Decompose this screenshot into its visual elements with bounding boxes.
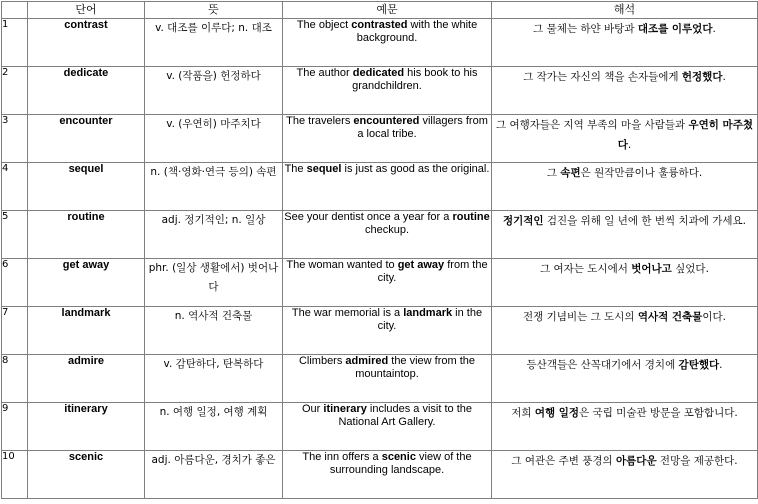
row-number: 5 bbox=[2, 211, 28, 259]
highlighted-translation: 여행 일정 bbox=[534, 407, 580, 419]
highlighted-word: contrasted bbox=[351, 19, 408, 31]
vocab-word: get away bbox=[28, 259, 145, 307]
translation-text: 그 작가는 자신의 책을 손자들에게 bbox=[523, 71, 682, 83]
word-meaning: n. (책·영화·연극 등의) 속편 bbox=[145, 163, 283, 211]
vocab-word: admire bbox=[28, 355, 145, 403]
sentence-text: The bbox=[284, 163, 307, 175]
vocab-word: contrast bbox=[28, 19, 145, 67]
vocab-word: scenic bbox=[28, 451, 145, 499]
translation bbox=[492, 67, 758, 115]
word-meaning: n. 역사적 건축물 bbox=[145, 307, 283, 355]
row-number: 4 bbox=[2, 163, 28, 211]
example-sentence bbox=[283, 307, 492, 355]
highlighted-word: encountered bbox=[353, 115, 420, 127]
translation-text: 그 bbox=[546, 167, 561, 179]
example-sentence bbox=[283, 403, 492, 451]
row-number: 7 bbox=[2, 307, 28, 355]
highlighted-translation: 정기적인 bbox=[502, 215, 544, 227]
highlighted-translation: 아름다운 bbox=[616, 455, 657, 467]
translation bbox=[492, 403, 758, 451]
header-translation: 해석 bbox=[492, 2, 758, 19]
translation-text: 그 여관은 주변 풍경의 bbox=[511, 455, 617, 467]
highlighted-translation: 속편 bbox=[560, 167, 581, 179]
sentence-text: in the city. bbox=[377, 307, 483, 332]
sentence-text: The woman wanted to bbox=[286, 259, 398, 271]
word-meaning: adj. 아름다운, 경치가 좋은 bbox=[145, 451, 283, 499]
table-row bbox=[2, 67, 758, 115]
vocab-word: encounter bbox=[28, 115, 145, 163]
sentence-text: includes a visit to the National Art Gallery. bbox=[338, 403, 472, 428]
table-row bbox=[2, 355, 758, 403]
row-number: 3 bbox=[2, 115, 28, 163]
table-row bbox=[2, 403, 758, 451]
translation-text: . bbox=[719, 359, 723, 371]
highlighted-translation: 헌정했다 bbox=[681, 71, 723, 83]
highlighted-word: get away bbox=[397, 259, 445, 271]
translation-text: 그 여자는 도시에서 bbox=[540, 263, 632, 275]
highlighted-word: routine bbox=[452, 211, 490, 223]
table-row bbox=[2, 259, 758, 307]
header-example: 예문 bbox=[283, 2, 492, 19]
translation bbox=[492, 259, 758, 307]
translation bbox=[492, 19, 758, 67]
translation bbox=[492, 115, 758, 163]
highlighted-translation: 우연히 마주쳤다 bbox=[617, 119, 753, 151]
highlighted-word: landmark bbox=[403, 307, 453, 319]
translation-text: 은 원작만큼이나 훌륭하다. bbox=[580, 167, 703, 179]
word-meaning: adj. 정기적인; n. 일상 bbox=[145, 211, 283, 259]
word-meaning: n. 여행 일정, 여행 계획 bbox=[145, 403, 283, 451]
sentence-text: The object bbox=[296, 19, 352, 31]
row-number: 1 bbox=[2, 19, 28, 67]
translation-text: 그 물체는 하얀 바탕과 bbox=[533, 23, 638, 35]
header-word: 단어 bbox=[28, 2, 145, 19]
sentence-text: The travelers bbox=[286, 115, 354, 127]
sentence-text: The author bbox=[296, 67, 353, 79]
translation bbox=[492, 355, 758, 403]
word-meaning: v. 대조를 이루다; n. 대조 bbox=[145, 19, 283, 67]
example-sentence bbox=[283, 67, 492, 115]
translation bbox=[492, 307, 758, 355]
highlighted-word: dedicated bbox=[352, 67, 405, 79]
example-sentence bbox=[283, 19, 492, 67]
sentence-text: checkup. bbox=[364, 224, 410, 236]
example-sentence bbox=[283, 211, 492, 259]
sentence-text: his book to his grandchildren. bbox=[352, 67, 478, 92]
translation bbox=[492, 451, 758, 499]
header-row bbox=[2, 2, 758, 19]
translation-text: 검진을 위해 일 년에 한 번씩 치과에 가세요. bbox=[543, 215, 747, 227]
highlighted-translation: 역사적 건축물 bbox=[637, 311, 703, 323]
word-meaning: phr. (일상 생활에서) 벗어나다 bbox=[145, 259, 283, 307]
vocab-word: routine bbox=[28, 211, 145, 259]
sentence-text: the view from the mountaintop. bbox=[355, 355, 476, 380]
translation-text: . bbox=[627, 139, 632, 151]
table-row bbox=[2, 211, 758, 259]
table-row bbox=[2, 307, 758, 355]
sentence-text: The inn offers a bbox=[302, 451, 382, 463]
sentence-text: Our bbox=[302, 403, 324, 415]
header-number bbox=[2, 2, 28, 19]
highlighted-word: scenic bbox=[381, 451, 416, 463]
table-row bbox=[2, 115, 758, 163]
translation-text: 이다. bbox=[702, 311, 726, 323]
translation-text: 전쟁 기념비는 그 도시의 bbox=[523, 311, 638, 323]
sentence-text: with the white background. bbox=[356, 19, 478, 44]
word-meaning: v. 감탄하다, 탄복하다 bbox=[145, 355, 283, 403]
highlighted-word: admired bbox=[345, 355, 389, 367]
vocab-word: dedicate bbox=[28, 67, 145, 115]
translation-text: 은 국립 미술관 방문을 포함합니다. bbox=[579, 407, 738, 419]
sentence-text: from the city. bbox=[377, 259, 488, 284]
row-number: 10 bbox=[2, 451, 28, 499]
row-number: 6 bbox=[2, 259, 28, 307]
highlighted-translation: 대조를 이루었다 bbox=[637, 23, 713, 35]
sentence-text: See your dentist once a year for a bbox=[284, 211, 453, 223]
vocabulary-table bbox=[1, 1, 758, 499]
translation-text: . bbox=[722, 71, 726, 83]
table-row bbox=[2, 19, 758, 67]
example-sentence bbox=[283, 163, 492, 211]
translation-text: 등산객들은 산꼭대기에서 경치에 bbox=[526, 359, 679, 371]
translation bbox=[492, 211, 758, 259]
example-sentence bbox=[283, 451, 492, 499]
header-meaning: 뜻 bbox=[145, 2, 283, 19]
sentence-text: view of the surrounding landscape. bbox=[329, 451, 472, 476]
translation bbox=[492, 163, 758, 211]
highlighted-translation: 감탄했다 bbox=[678, 359, 720, 371]
vocab-word: sequel bbox=[28, 163, 145, 211]
highlighted-translation: 벗어나고 bbox=[631, 263, 672, 275]
sentence-text: Climbers bbox=[298, 355, 346, 367]
example-sentence bbox=[283, 259, 492, 307]
highlighted-word: sequel bbox=[306, 163, 342, 175]
translation-text: 싶었다. bbox=[671, 263, 709, 275]
translation-text: 저희 bbox=[511, 407, 535, 419]
sentence-text: is just as good as the original. bbox=[341, 163, 490, 175]
example-sentence bbox=[283, 115, 492, 163]
row-number: 9 bbox=[2, 403, 28, 451]
sentence-text: villagers from a local tribe. bbox=[357, 115, 488, 140]
highlighted-word: itinerary bbox=[323, 403, 367, 415]
table-row bbox=[2, 451, 758, 499]
example-sentence bbox=[283, 355, 492, 403]
translation-text: 전망을 제공한다. bbox=[656, 455, 738, 467]
table-row bbox=[2, 163, 758, 211]
word-meaning: v. (우연히) 마주치다 bbox=[145, 115, 283, 163]
translation-text: . bbox=[712, 23, 716, 35]
sentence-text: The war memorial is a bbox=[291, 307, 404, 319]
translation-text: 그 여행자들은 지역 부족의 마을 사람들과 bbox=[496, 119, 689, 131]
row-number: 2 bbox=[2, 67, 28, 115]
vocab-word: landmark bbox=[28, 307, 145, 355]
word-meaning: v. (작품을) 헌정하다 bbox=[145, 67, 283, 115]
row-number: 8 bbox=[2, 355, 28, 403]
vocab-word: itinerary bbox=[28, 403, 145, 451]
